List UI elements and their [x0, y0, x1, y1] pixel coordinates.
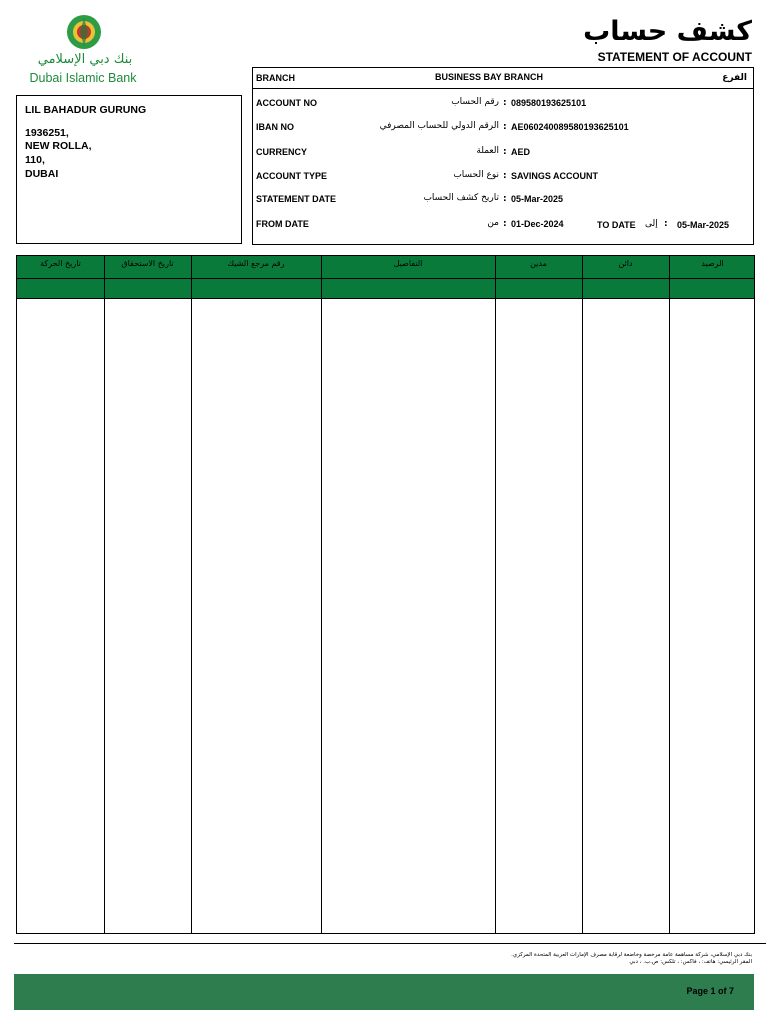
footer-bar	[14, 974, 754, 1010]
from-date-label: FROM DATE	[256, 219, 309, 229]
column-divider	[669, 256, 670, 933]
bank-name-arabic: بنك دبي الإسلامي	[37, 52, 133, 67]
footer-divider	[14, 943, 766, 944]
colon: :	[664, 219, 668, 229]
bank-name-english: Dubai Islamic Bank	[29, 71, 137, 85]
column-divider	[495, 256, 496, 933]
statement-date-label-arabic: تاريخ كشف الحساب	[423, 193, 499, 203]
address-line: DUBAI	[25, 168, 59, 180]
account-no-label-arabic: رقم الحساب	[451, 97, 499, 107]
colon: :	[503, 194, 507, 204]
info-divider	[253, 88, 753, 89]
column-divider	[582, 256, 583, 933]
table-summary-row	[17, 278, 754, 299]
footer-contact-text: المقر الرئيسي: هاتف: ، فاكس: ، تلكس: ص.ب. ، دبي	[629, 959, 752, 965]
column-header-cheque-ref: رقم مرجع الشيك	[227, 259, 285, 268]
currency-value: AED	[511, 147, 531, 157]
account-no-value: 089580193625101	[511, 98, 587, 108]
colon: :	[503, 171, 507, 181]
account-info-box	[252, 67, 754, 245]
colon: :	[503, 219, 507, 229]
branch-label: BRANCH	[256, 73, 295, 83]
iban-label-arabic: الرقم الدولي للحساب المصرفي	[379, 121, 499, 131]
column-divider	[104, 256, 105, 933]
to-date-label: TO DATE	[597, 220, 636, 230]
statement-title-arabic: كشف حساب	[583, 16, 752, 47]
column-header-details: التفاصيل	[393, 259, 423, 268]
colon: :	[503, 147, 507, 157]
column-header-value-date: تاريخ الاستحقاق	[121, 259, 174, 268]
iban-value: AE060240089580193625101	[511, 122, 629, 132]
account-type-label: ACCOUNT TYPE	[256, 171, 328, 181]
row-divider	[17, 298, 754, 299]
colon: :	[503, 98, 507, 108]
customer-address-box	[16, 95, 242, 244]
account-type-label-arabic: نوع الحساب	[453, 170, 499, 180]
from-date-label-arabic: من	[487, 218, 499, 228]
column-header-credit: دائن	[618, 259, 633, 268]
account-type-value: SAVINGS ACCOUNT	[511, 171, 599, 181]
to-date-label-arabic: إلى	[645, 219, 658, 229]
statement-date-label: STATEMENT DATE	[256, 194, 336, 204]
to-date-value: 05-Mar-2025	[677, 220, 730, 230]
currency-label: CURRENCY	[256, 147, 308, 157]
bank-logo-emblem	[66, 14, 102, 50]
colon: :	[503, 122, 507, 132]
customer-name: LIL BAHADUR GURUNG	[25, 104, 147, 116]
statement-date-value: 05-Mar-2025	[511, 194, 564, 204]
footer-legal-text: بنك دبي الإسلامي، شركة مساهمة عامة مرخصة وخاضعة لرقابة مصرف الإمارات العربية المتحدة المركزي.	[511, 952, 752, 958]
column-header-debit: مدين	[530, 259, 547, 268]
branch-value: BUSINESS BAY BRANCH	[435, 72, 544, 82]
currency-label-arabic: العملة	[476, 146, 499, 156]
branch-label-arabic: الفرع	[722, 73, 747, 83]
from-date-value: 01-Dec-2024	[511, 219, 564, 229]
address-line: NEW ROLLA,	[25, 140, 92, 152]
column-header-balance: الرصيد	[701, 259, 724, 268]
iban-label: IBAN NO	[256, 122, 294, 132]
page-number: Page 1 of 7	[686, 986, 734, 996]
table-header	[17, 256, 754, 278]
statement-title-english: STATEMENT OF ACCOUNT	[597, 50, 752, 64]
address-line: 110,	[25, 154, 45, 166]
address-line: 1936251,	[25, 127, 69, 139]
column-divider	[191, 256, 192, 933]
column-header-transaction-date: تاريخ الحركة	[40, 259, 81, 268]
column-divider	[321, 256, 322, 933]
account-no-label: ACCOUNT NO	[256, 98, 317, 108]
transactions-table	[16, 255, 755, 934]
